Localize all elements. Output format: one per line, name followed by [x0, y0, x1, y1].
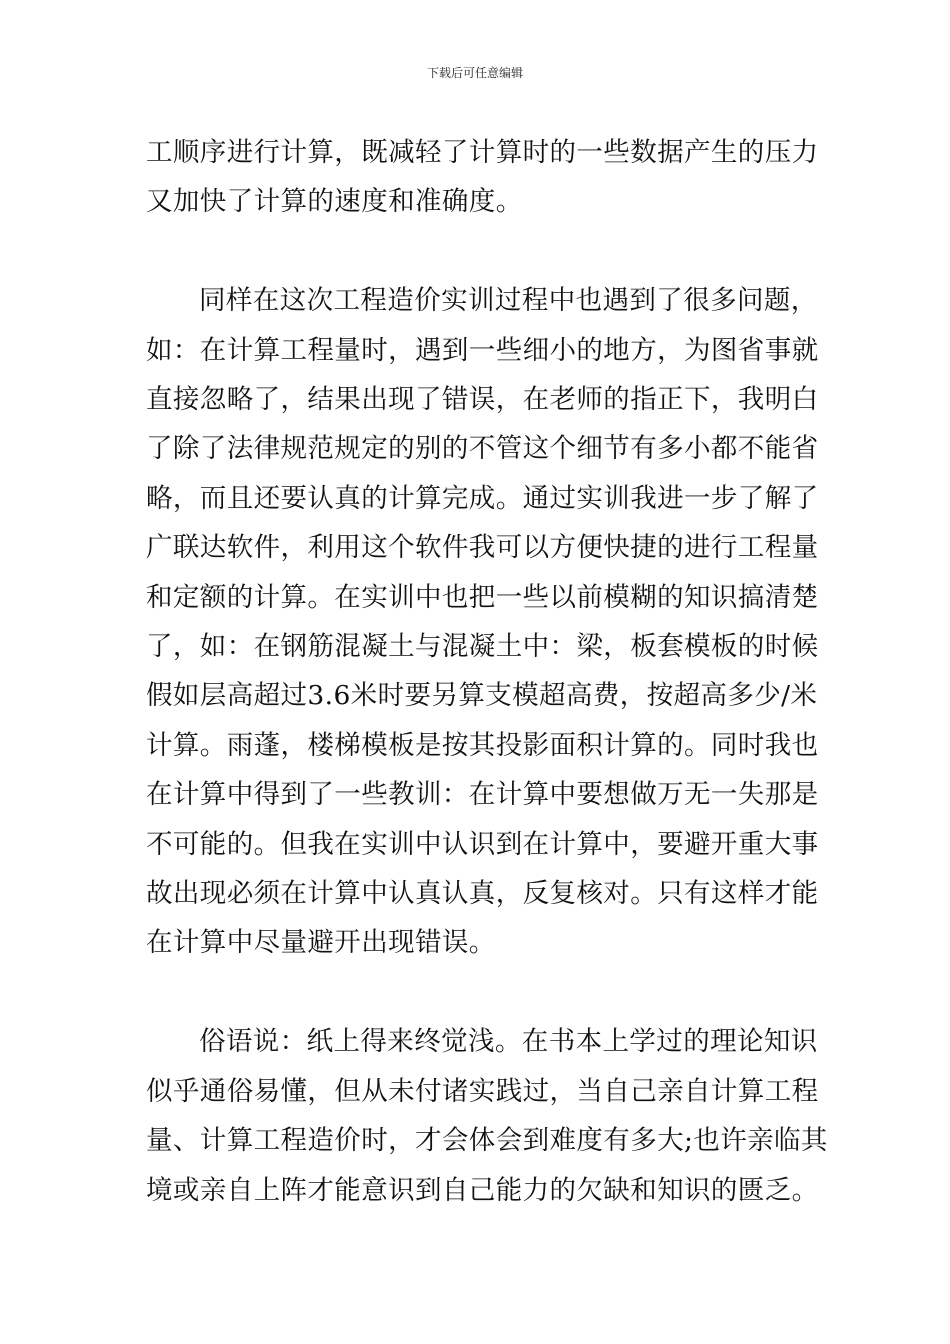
text-line: 在计算中尽量避开出现错误。	[146, 927, 496, 959]
text-line: 又加快了计算的速度和准确度。	[146, 186, 523, 218]
text-line: 同样在这次工程造价实训过程中也遇到了很多问题，	[199, 285, 818, 317]
text-line: 了，如：在钢筋混凝土与混凝土中：梁，板套模板的时候	[146, 631, 819, 663]
text-line: 俗语说：纸上得来终觉浅。在书本上学过的理论知识	[199, 1026, 818, 1058]
paragraph-gap	[146, 968, 808, 1017]
text-line: 略，而且还要认真的计算完成。通过实训我进一步了解了	[146, 482, 819, 514]
text-line: 广联达软件，利用这个软件我可以方便快捷的进行工程量	[146, 532, 819, 564]
text-line: 和定额的计算。在实训中也把一些以前模糊的知识搞清楚	[146, 581, 819, 613]
paragraph-2	[146, 276, 819, 968]
text-line: 工顺序进行计算，既减轻了计算时的一些数据产生的压力	[146, 137, 819, 168]
text-line: 境或亲自上阵才能意识到自己能力的欠缺和知识的匮乏。	[146, 1174, 819, 1206]
document-body	[146, 128, 828, 1215]
paragraph-3	[146, 1017, 828, 1215]
paragraph-gap	[146, 227, 808, 276]
text-line: 假如层高超过3.6米时要另算支模超高费，按超高多少/米	[146, 680, 818, 712]
text-line: 了除了法律规范规定的别的不管这个细节有多小都不能省	[146, 433, 819, 465]
text-line: 计算。雨蓬，楼梯模板是按其投影面积计算的。同时我也	[146, 729, 819, 761]
text-line: 在计算中得到了一些教训：在计算中要想做万无一失那是	[146, 779, 819, 811]
text-line: 似乎通俗易懂，但从未付诸实践过，当自己亲自计算工程	[146, 1075, 819, 1107]
text-line: 量、计算工程造价时，才会体会到难度有多大;也许亲临其	[146, 1125, 828, 1157]
text-line: 如：在计算工程量时，遇到一些细小的地方，为图省事就	[146, 334, 819, 366]
text-line: 不可能的。但我在实训中认识到在计算中，要避开重大事	[146, 828, 819, 860]
paragraph-1	[146, 128, 819, 227]
page-header: 下载后可任意编辑	[426, 66, 523, 80]
text-line: 直接忽略了，结果出现了错误，在老师的指正下，我明白	[146, 384, 819, 416]
text-line: 故出现必须在计算中认真认真，反复核对。只有这样才能	[146, 878, 819, 910]
